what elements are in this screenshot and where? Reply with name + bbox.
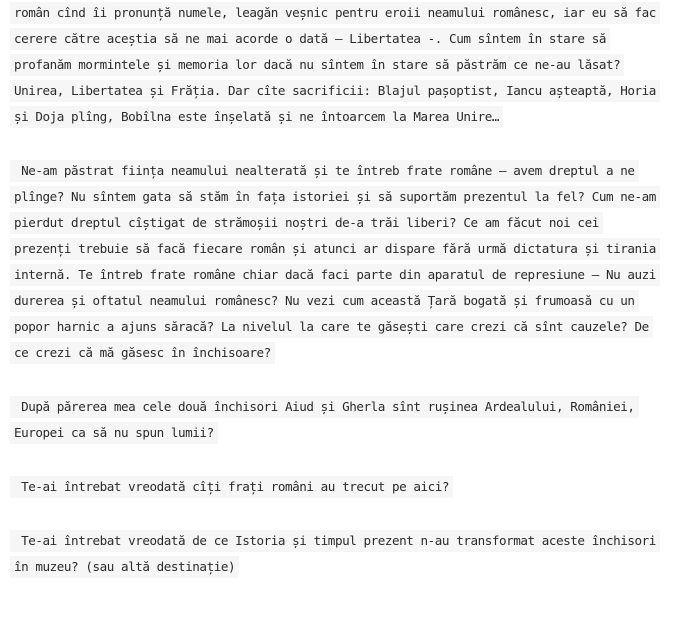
paragraph-3: [10, 394, 692, 446]
text-line: Te-ai întrebat vreodată cîți frați români au trecut pe aici?: [10, 474, 692, 500]
paragraph-gap: [10, 130, 692, 158]
paragraph-4: [10, 474, 692, 500]
text-line: Te-ai întrebat vreodată de ce Istoria și timpul prezent n-au transformat aceste închisori: [10, 528, 692, 554]
paragraph-2: [10, 158, 692, 366]
paragraph-1: [10, 0, 692, 130]
paragraph-gap: [10, 446, 692, 474]
paragraph-5: [10, 528, 692, 580]
text-line: în muzeu? (sau altă destinație): [10, 554, 692, 580]
text-line: cerere către aceștia să ne mai acorde o dată – Libertatea -. Cum sîntem în stare să: [10, 26, 692, 52]
text-line: popor harnic a ajuns săracă? La nivelul la care te găsești care crezi că sînt cauzele? De: [10, 314, 692, 340]
text-line: pierdut dreptul cîștigat de strămoșii noștri de-a trăi liberi? Ce am făcut noi cei: [10, 210, 692, 236]
text-line: internă. Te întreb frate române chiar dacă faci parte din aparatul de represiune – Nu auzi: [10, 262, 692, 288]
text-line: profanăm mormintele și memoria lor dacă nu sîntem în stare să păstrăm ce ne-au lăsat?: [10, 52, 692, 78]
text-line: român cînd îi pronunță numele, leagăn veșnic pentru eroii neamului românesc, iar eu să fac: [10, 0, 692, 26]
text-line: prezenți trebuie să facă fiecare român și atunci ar dispare fără urmă dictatura și tirania: [10, 236, 692, 262]
text-line: Ne-am păstrat ființa neamului nealterată și te întreb frate române – avem dreptul a ne: [10, 158, 692, 184]
paragraph-gap: [10, 366, 692, 394]
text-line: Unirea, Libertatea și Frăția. Dar cîte sacrificii: Blajul pașoptist, Iancu așteaptă, Horia: [10, 78, 692, 104]
text-line: și Doja plîng, Bobîlna este înșelată și ne întoarcem la Marea Unire…: [10, 104, 692, 130]
text-line: durerea și oftatul neamului românesc? Nu vezi cum această Țară bogată și frumoasă cu un: [10, 288, 692, 314]
document-body: [10, 0, 692, 580]
text-line: Europei ca să nu spun lumii?: [10, 420, 692, 446]
paragraph-gap: [10, 500, 692, 528]
text-line: După părerea mea cele două închisori Aiud și Gherla sînt rușinea Ardealului, României,: [10, 394, 692, 420]
text-line: ce crezi că mă găsesc în închisoare?: [10, 340, 692, 366]
text-line: plînge? Nu sîntem gata să stăm în fața istoriei și să suportăm prezentul la fel? Cum ne-am: [10, 184, 692, 210]
